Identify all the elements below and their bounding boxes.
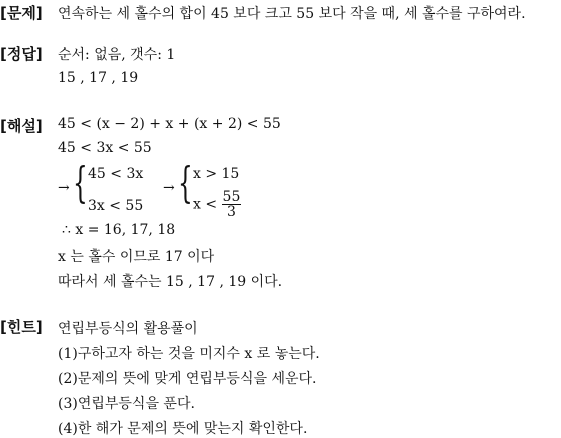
therefore-line: ∴ x = 16, 17, 18 xyxy=(62,222,176,238)
implies-arrow-1: → xyxy=(58,180,70,196)
hint-label: [힌트] xyxy=(0,318,43,336)
hint-title: 연립부등식의 활용풀이 xyxy=(58,321,198,337)
hint-step-3: (3)연립부등식을 푼다. xyxy=(58,396,195,412)
system2-bottom xyxy=(193,190,241,219)
system2-bottom-prefix: x < xyxy=(193,196,218,213)
problem-text: 연속하는 세 홀수의 합이 45 보다 크고 55 보다 작을 때, 세 홀수를 구하여라. xyxy=(58,6,526,22)
fraction-numerator: 55 xyxy=(222,189,241,205)
hint-step-2: (2)문제의 뜻에 맞게 연립부등식을 세운다. xyxy=(58,371,317,387)
fraction-55-over-3 xyxy=(222,190,242,219)
left-brace-2: { xyxy=(178,158,193,207)
left-brace-1: { xyxy=(73,158,88,207)
fraction-denominator: 3 xyxy=(226,204,236,220)
problem-label: [문제] xyxy=(0,4,43,22)
equation-1: 45 < (x − 2) + x + (x + 2) < 55 xyxy=(58,116,281,132)
answer-label: [정답] xyxy=(0,45,43,63)
equation-2: 45 < 3x < 55 xyxy=(58,140,152,156)
conclusion: 따라서 세 홀수는 15 , 17 , 19 이다. xyxy=(58,274,283,290)
system1-top: 45 < 3x xyxy=(88,166,144,182)
system2-top: x > 15 xyxy=(193,166,240,182)
implies-arrow-2: → xyxy=(163,180,175,196)
hint-step-1: (1)구하고자 하는 것을 미지수 x 로 놓는다. xyxy=(58,346,320,362)
odd-note: x 는 홀수 이므로 17 이다 xyxy=(58,249,215,265)
hint-step-4: (4)한 해가 문제의 뜻에 맞는지 확인한다. xyxy=(58,421,308,437)
solution-label: [해설] xyxy=(0,117,43,135)
system1-bottom: 3x < 55 xyxy=(88,198,144,214)
answer-line1: 순서: 없음, 갯수: 1 xyxy=(58,47,176,63)
answer-line2: 15 , 17 , 19 xyxy=(58,70,139,86)
